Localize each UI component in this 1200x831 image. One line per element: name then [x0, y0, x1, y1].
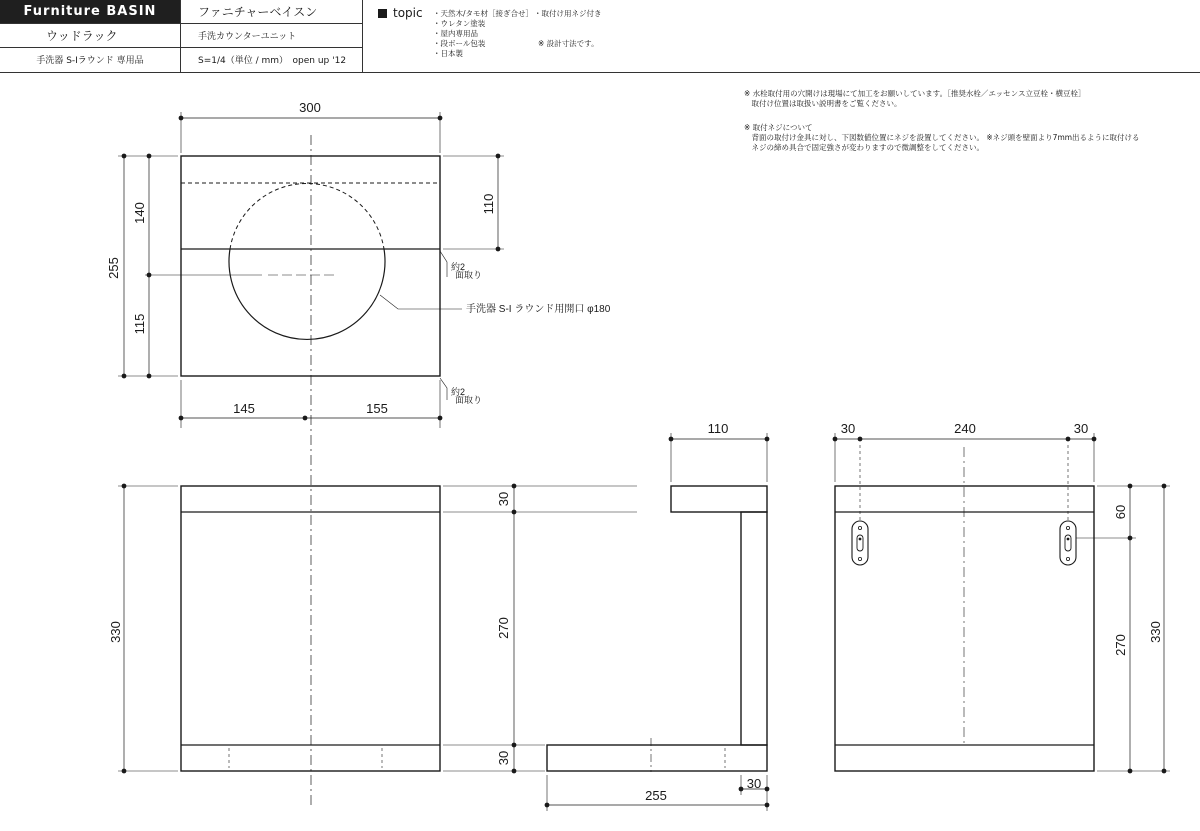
note-line: ※ 水栓取付用の穴開けは現場にて加工をお願いしています。［推奨水栓／エッセンス立豆栓・横豆栓］	[744, 89, 1086, 98]
topic-item: ・屋内専用品	[433, 29, 478, 38]
basin-opening-hidden-arc	[230, 183, 384, 249]
scale-label: S=1/4（単位 / mm） open up '12	[198, 56, 347, 66]
dim-back-right: 30	[1073, 421, 1089, 436]
top-plate-outline	[181, 156, 440, 376]
note-line: 背面の取付け金具に対し、下図数値位置にネジを設置してください。 ※ネジ頭を壁面より7mm出るように取付ける	[744, 133, 1140, 142]
back-view	[835, 433, 1170, 771]
chamfer-leader	[440, 378, 447, 400]
side-view	[547, 433, 767, 811]
dim-back-top: 60	[1113, 504, 1128, 520]
dim-back-height: 330	[1148, 621, 1163, 643]
dim-side-bottom-small: 30	[746, 776, 762, 791]
top-view	[118, 112, 504, 805]
dim-side-bottom-width: 255	[645, 788, 667, 803]
dim-back-left: 30	[840, 421, 856, 436]
dim-top-width: 300	[299, 100, 321, 115]
topic-label: topic	[393, 6, 423, 20]
chamfer-label: 面取り	[455, 270, 483, 280]
mount-bracket-icon	[852, 521, 868, 565]
basin-opening-circle	[229, 249, 385, 339]
dim-top-lower: 115	[132, 313, 147, 335]
dim-top-depth: 255	[106, 257, 121, 279]
topic-item: ・段ボール包装	[433, 39, 486, 48]
product-subtitle: 手洗カウンターユニット	[198, 31, 297, 42]
note-line: ※ 取付ネジについて	[744, 123, 813, 132]
dim-front-bottom: 30	[496, 750, 511, 766]
dim-top-right-part: 155	[366, 401, 388, 416]
topic-item: ・天然木/タモ材［接ぎ合せ］	[433, 9, 534, 18]
dim-top-upper: 140	[132, 202, 147, 224]
dim-top-left-part: 145	[233, 401, 255, 416]
topic-item: ・ウレタン塗装	[433, 19, 486, 28]
brand-label: Furniture BASIN	[0, 0, 180, 23]
chamfer-num: 約2	[451, 387, 466, 397]
front-outline	[181, 486, 440, 771]
chamfer-num: 約2	[451, 262, 466, 272]
opening-label: 手洗器 S-I ラウンド用開口 φ180	[466, 304, 611, 315]
dim-side-top-width: 110	[707, 421, 729, 436]
mount-bracket-icon	[1060, 521, 1076, 565]
chamfer-label: 面取り	[455, 395, 483, 405]
dim-front-mid: 270	[496, 617, 511, 639]
dim-front-height: 330	[108, 621, 123, 643]
dim-front-top: 30	[496, 491, 511, 507]
opening-leader	[380, 295, 462, 309]
chamfer-leader	[440, 251, 447, 277]
product-type: ファニチャーベイスン	[198, 5, 318, 19]
side-back-board	[741, 512, 767, 745]
dimension-markers	[122, 116, 1167, 808]
applicable-note: 手洗器 S-Iラウンド 専用品	[36, 56, 144, 66]
side-bottom-board	[547, 745, 767, 771]
back-outline	[835, 486, 1094, 771]
note-line: 取付け位置は取扱い説明書をご覧ください。	[744, 99, 902, 108]
product-name: ウッドラック	[46, 28, 118, 43]
dim-back-mid: 240	[954, 421, 976, 436]
dim-top-right: 110	[481, 193, 496, 215]
topic-item: ・取付け用ネジ付き	[534, 9, 602, 18]
dim-back-mid-height: 270	[1113, 634, 1128, 656]
topic-item: ※ 設計寸法です。	[538, 39, 599, 48]
note-line: ネジの締め具合で固定強さが変わりますので微調整をしてください。	[744, 143, 984, 152]
front-view	[118, 486, 637, 771]
side-top-board	[671, 486, 767, 512]
topic-item: ・日本製	[433, 49, 463, 58]
